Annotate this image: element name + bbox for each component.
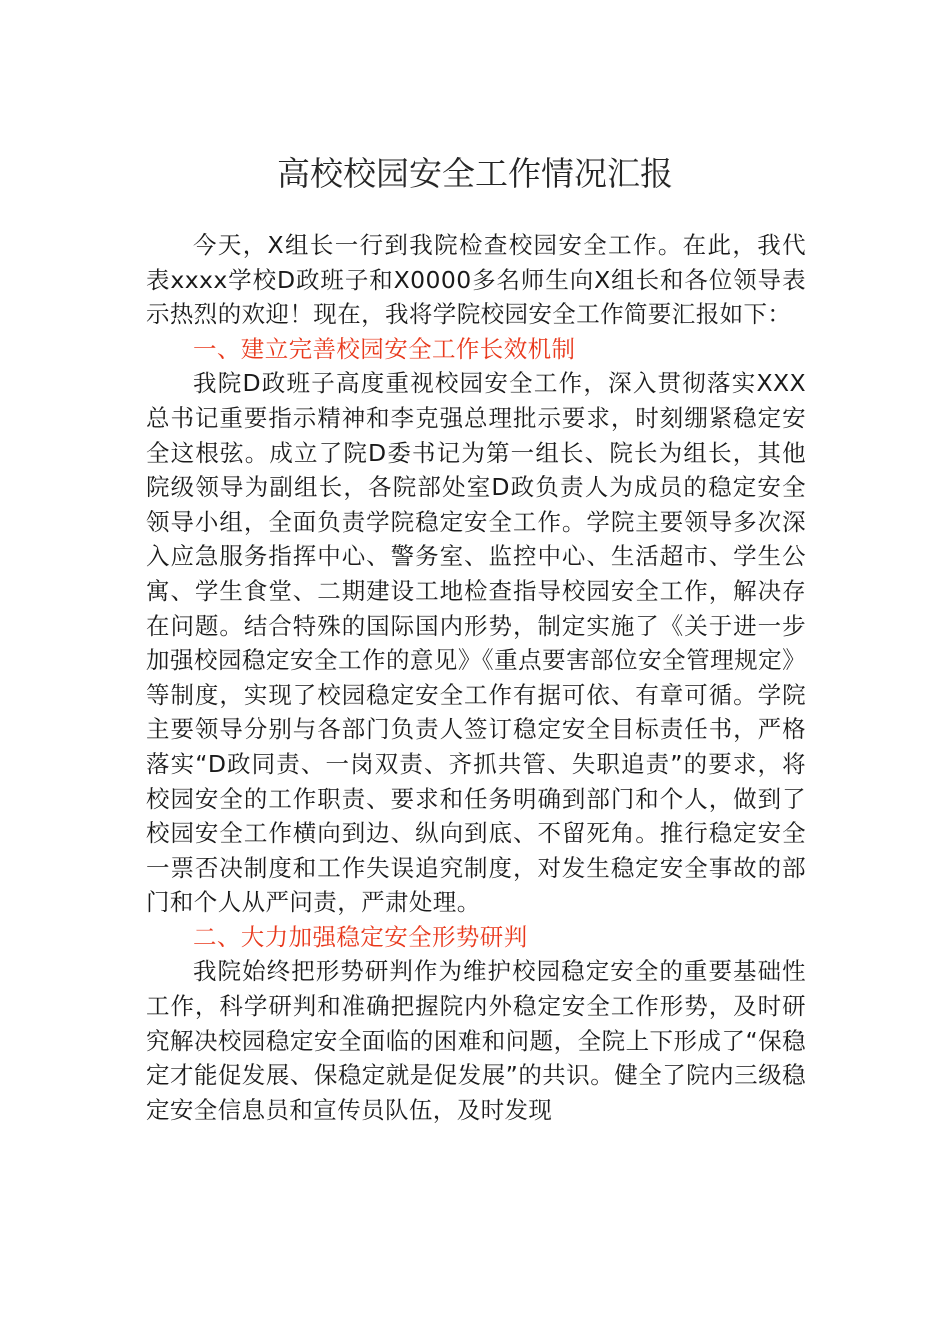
section-1-heading: 一、建立完善校园安全工作长效机制 [193, 334, 576, 363]
section-2-heading: 二、大力加强稳定安全形势研判 [193, 922, 528, 951]
document-body [146, 228, 806, 1127]
intro-paragraph: 今天，X组长一行到我院检查校园安全工作。在此，我代表xxxx学校D政班子和X0000多名师生向X组长和各位领导表示热烈的欢迎！现在，我将学院校园安全工作简要汇报如下： [146, 231, 806, 329]
section-1-paragraph: 我院D政班子高度重视校园安全工作，深入贯彻落实XXX总书记重要指示精神和李克强总理批示要求，时刻绷紧稳定安全这根弦。成立了院D委书记为第一组长、院长为组长，其他院级领导为副组长，各院部处室D政负责人为成员的稳定安全领导小组，全面负责学院稳定安全工作。学院主要领导多次深入应急服务指挥中心、警务室、监控中心、生活超市、学生公寓、学生食堂、二期建设工地检查指导校园安全工作，解决存在问题。结合特殊的国际国内形势，制定实施了《关于进一步加强校园稳定安全工作的意见》《重点要害部位安全管理规定》等制度，实现了校园稳定安全工作有据可依、有章可循。学院主要领导分别与各部门负责人签订稳定安全目标责任书，严格落实“D政同责、一岗双责、齐抓共管、失职追责”的要求，将校园安全的工作职责、要求和任务明确到部门和个人，做到了校园安全工作横向到边、纵向到底、不留死角。推行稳定安全一票否决制度和工作失误追究制度，对发生稳定安全事故的部门和个人从严问责，严肃处理。 [146, 369, 806, 917]
document-title: 高校校园安全工作情况汇报 [277, 154, 673, 193]
section-2-paragraph: 我院始终把形势研判作为维护校园稳定安全的重要基础性工作，科学研判和准确把握院内外稳定安全工作形势，及时研究解决校园稳定安全面临的困难和问题，全院上下形成了“保稳定才能促发展、保稳定就是促发展”的共识。健全了院内三级稳定安全信息员和宣传员队伍，及时发现 [146, 957, 806, 1124]
